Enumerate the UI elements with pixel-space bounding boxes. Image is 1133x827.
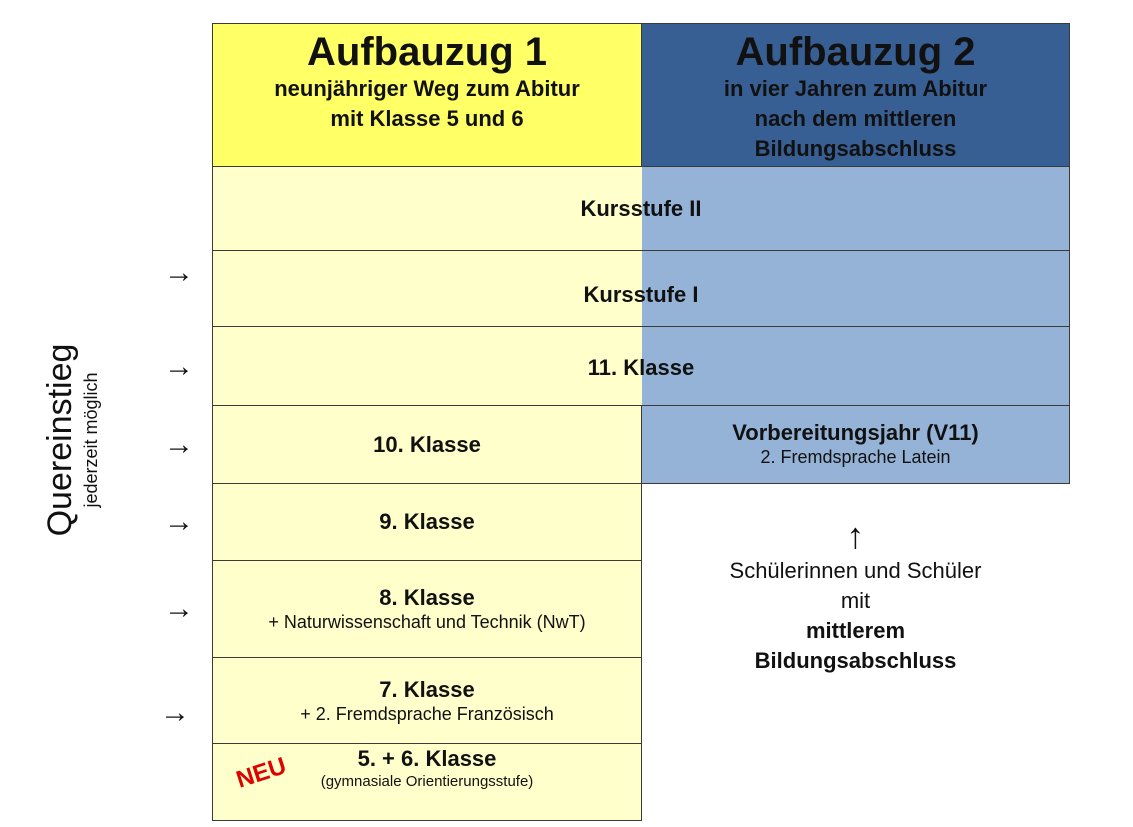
entry-line3: mittlerem [805,618,906,643]
v11-subtitle: 2. Fremdsprache Latein [760,447,951,467]
kursstufe-1-label: Kursstufe I [583,281,699,307]
arrow-right-icon: → [164,505,194,538]
row-klasse-8 [212,560,642,658]
arrow-right-icon: → [164,428,194,461]
row-kursstufe-1 [212,250,1070,327]
entry-line1: Schülerinnen und Schüler [729,558,982,583]
header-aufbauzug-1 [212,23,642,167]
klasse-10-label: 10. Klasse [373,431,481,457]
klasse-8-subtitle: + Naturwissenschaft und Technik (NwT) [268,612,586,632]
row-vorbereitungsjahr [641,405,1070,484]
header-right-line3: Bildungsabschluss [754,136,957,161]
arrow-right-icon: → [164,350,194,383]
klasse-5-6-label: 5. + 6. Klasse [357,746,497,771]
arrow-up-icon: ↑ [846,515,865,556]
row-klasse-7 [212,657,642,744]
kursstufe-2-label: Kursstufe II [580,195,702,221]
arrow-right-icon: → [164,256,194,289]
quereinstieg-subtitle: jederzeit möglich [81,372,101,508]
header-right-title: Aufbauzug 2 [735,30,976,74]
header-right-line1: in vier Jahren zum Abitur [723,76,988,101]
row-klasse-9 [212,483,642,561]
entry-line4: Bildungsabschluss [754,648,957,673]
header-left-line1: neunjähriger Weg zum Abitur [274,76,580,101]
arrow-right-icon: → [164,592,194,625]
quereinstieg-label-group [40,310,116,570]
entry-line2: mit [840,588,871,613]
neu-badge: NEU [233,752,290,794]
klasse-9-label: 9. Klasse [379,509,475,534]
v11-title: Vorbereitungsjahr (V11) [732,420,979,445]
row-klasse-5-6 [212,743,642,821]
klasse-5-6-subtitle: (gymnasiale Orientierungsstufe) [320,773,534,790]
arrow-right-icon: → [160,696,190,729]
quereinstieg-title: Quereinstieg [41,343,79,537]
row-kursstufe-2 [212,166,1070,251]
header-right-line2: nach dem mittleren [754,106,957,131]
header-aufbauzug-2 [641,23,1070,167]
klasse-11-label: 11. Klasse [587,355,695,380]
klasse-7-subtitle: + 2. Fremdsprache Französisch [300,703,554,724]
entry-note [641,516,1070,676]
row-klasse-11 [212,326,1070,406]
header-left-line2: mit Klasse 5 und 6 [330,106,524,131]
klasse-7-label: 7. Klasse [379,676,475,702]
klasse-8-label: 8. Klasse [379,585,475,610]
row-klasse-10 [212,405,642,484]
header-left-title: Aufbauzug 1 [307,30,547,74]
